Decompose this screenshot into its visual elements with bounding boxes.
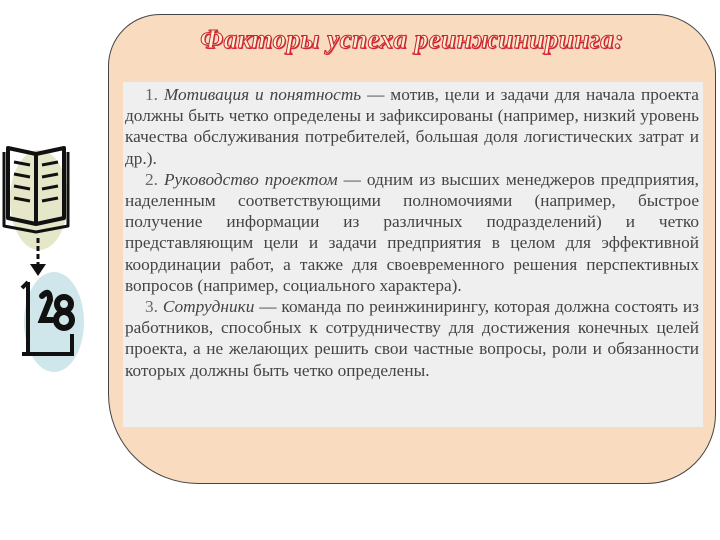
down-arrow-icon — [26, 236, 50, 278]
factor-number: 1. — [145, 85, 158, 104]
factor-item-3 — [125, 296, 699, 381]
factor-number: 2. — [145, 169, 158, 189]
slide-title: Факторы успеха реинжиниринга: — [200, 24, 624, 54]
factor-item-2 — [125, 169, 699, 296]
scanned-text-block — [123, 82, 703, 427]
factor-text: — одним из высших менеджеров предприятия, наделенным соответствующими полномочиями (например, быстрое получение информации из различных подразделений) и четко представляющим цели и задачи предприятия в целом для эффективной координации работ, а также для своевременного решения перспективных вопросов (например, социального характера). — [125, 169, 699, 295]
factor-number: 3. — [145, 297, 158, 317]
factor-term: Мотивация и понятность — [163, 85, 362, 104]
factor-item-1 — [125, 84, 699, 169]
numbers-board-icon — [20, 276, 88, 362]
factor-text: — мотив, цели и задачи для начала проекта должны быть четко определены и зафиксированы (например, низкий уровень качества обслуживания потребителей, большая доля логистических затрат и др.). — [125, 85, 699, 168]
factor-term: Сотрудники — [162, 297, 255, 317]
factor-text: — команда по реинжинирингу, которая должна состоять из работников, способных к сотрудничеству для достижения конечных целей проекта, а не желающих решить свои частные вопросы, роли и обязанности которых должны быть четко определены. — [125, 297, 699, 380]
book-icon — [0, 140, 80, 250]
factor-term: Руководство проектом — [163, 169, 338, 189]
